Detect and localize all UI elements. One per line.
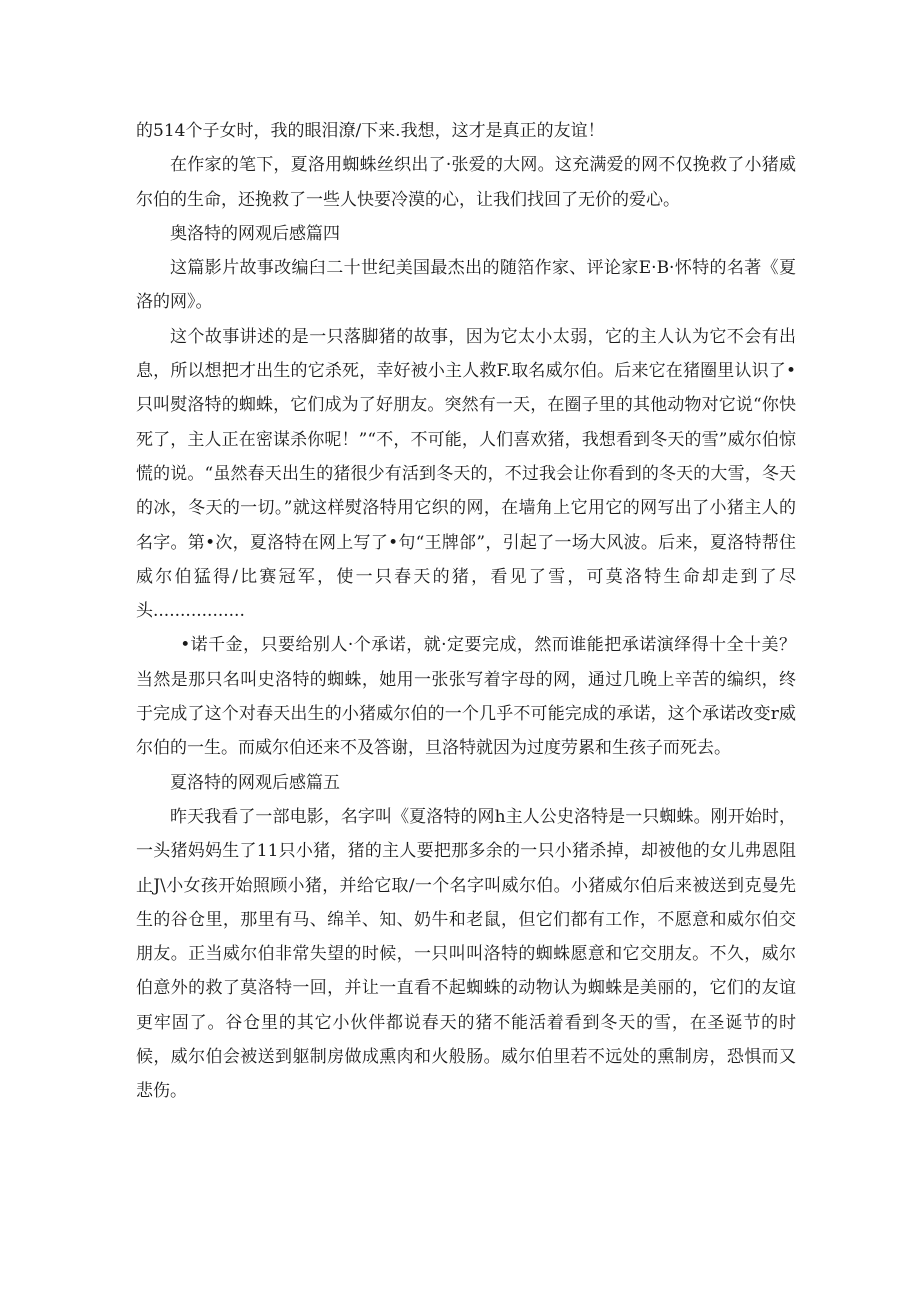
paragraph-body: 在作家的笔下，夏洛用蜘蛛丝织出了·张爱的大网。这充满爱的网不仅挽救了小猪威尔伯的生命，还挽救了一些人快要冷漠的心，让我们找回了无价的爱心。	[136, 155, 796, 210]
paragraph-continuation: 的514个子女时，我的眼泪潦/下来.我想，这才是真正的友谊！	[136, 121, 605, 141]
section-heading: 奥洛特的网观后感篇四	[170, 223, 340, 244]
paragraph-body: 昨天我看了一部电影，名字叫《夏洛特的网h主人公史洛特是一只蜘蛛。刚开始时，一头猪妈妈生了11只小猪，猪的主人要把那多余的一只小猪杀掉，却被他的女儿弗恩阻止J\小女孩开始照顾小猪，并给它取/一个名字叫威尔伯。小猪威尔伯后来被送到克曼先生的谷仓里，那里有马、绵羊、知、奶牛和老鼠，但它们都有工作，不愿意和威尔伯交朋友。正当威尔伯非常失望的时候，一只叫叫洛特的蜘蛛愿意和它交朋友。不久，威尔伯意外的救了莫洛特一回，并让一直看不起蜘蛛的动物认为蜘蛛是美丽的，它们的友谊更牢固了。谷仓里的其它小伙伴都说春天的猪不能活着看到冬天的雪，在圣诞节的时候，威尔伯会被送到躯制房做成熏肉和火般肠。威尔伯里若不远处的熏制房，恐惧而又悲伤。	[136, 806, 796, 1102]
paragraph-body: 这篇影片故事改编臼二十世纪美国最杰出的随箔作家、评论家E·B·怀特的名著《夏洛的网》。	[136, 258, 796, 313]
paragraph-body: 这个故事讲述的是一只落脚猪的故事，因为它太小太弱，它的主人认为它不会有出息，所以想把才出生的它杀死，幸好被小主人救F.取名威尔伯。后来它在猪圈里认识了•只叫熨洛特的蜘蛛，它们成为了好朋友。突然有一天，在圈子里的其他动物对它说“你快死了，主人正在密谋杀你呢！”“不，不可能，人们喜欢猪，我想看到冬天的雪”威尔伯惊慌的说。“虽然春天出生的猪很少有活到冬天的，不过我会让你看到的冬天的大雪，冬天的冰，冬天的一切。”就这样熨洛特用它织的网，在墙角上它用它的网写出了小猪主人的名字。第•次，夏洛特在网上写了•句“王牌郃”，引起了一场大风波。后来，夏洛特帮住威尔伯猛得/比赛冠军，使一只春天的猪，看见了雪，可莫洛特生命却走到了尽头.................	[136, 326, 796, 622]
section-heading: 夏洛特的网观后感篇五	[170, 772, 340, 793]
document-body	[136, 114, 796, 1109]
paragraph-body: •诺千金，只要给别人·个承诺，就·定要完成，然而谁能把承诺演绎得十全十美？当然是那只名叫史洛特的蜘蛛，她用一张张写着字母的网，通过几晚上辛苦的编织，终于完成了这个对春天出生的小猪威尔伯的一个几乎不可能完成的承诺，这个承诺改变r威尔伯的一生。而威尔伯还来不及答谢，旦洛特就因为过度劳累和生孩子而死去。	[136, 635, 796, 759]
